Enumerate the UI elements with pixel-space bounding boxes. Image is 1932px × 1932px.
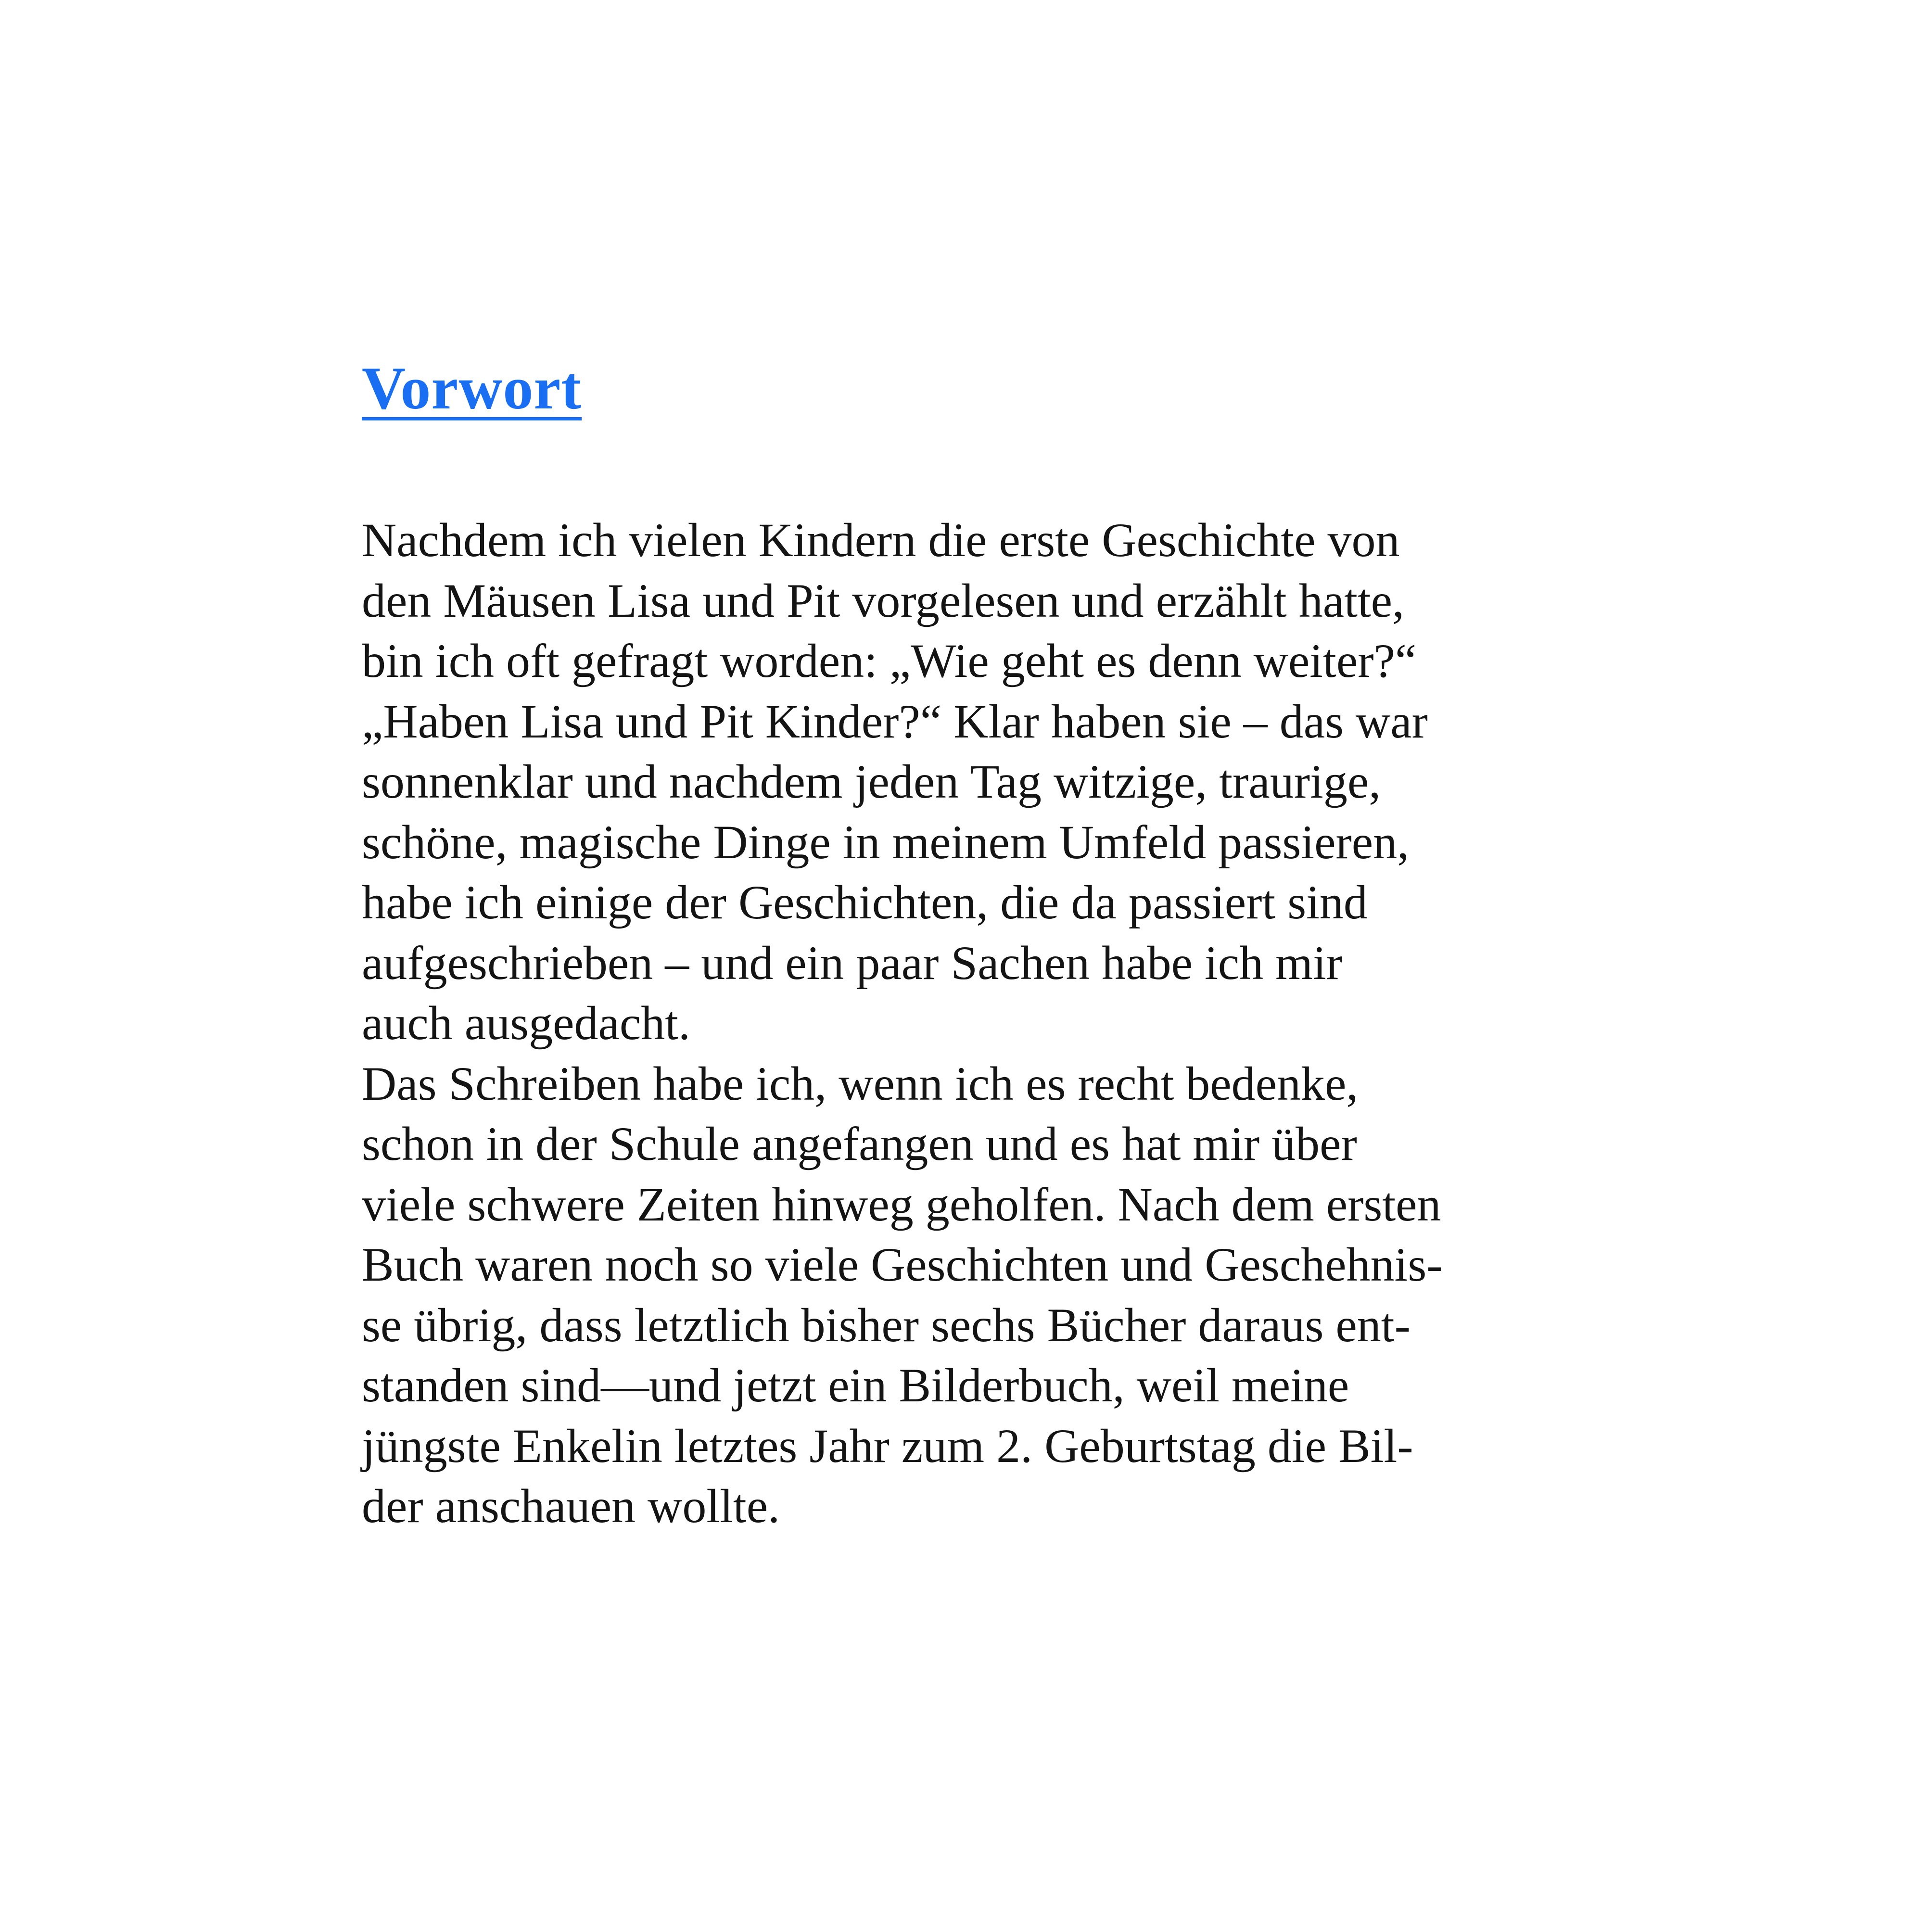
text-line: viele schwere Zeiten hinweg geholfen. Nach dem ersten (362, 1177, 1441, 1231)
text-line: den Mäusen Lisa und Pit vorgelesen und erzählt hatte, (362, 573, 1405, 627)
text-line: auch ausgedacht. (362, 996, 691, 1050)
text-line: schon in der Schule angefangen und es hat mir über (362, 1117, 1357, 1170)
text-line: habe ich einige der Geschichten, die da passiert sind (362, 876, 1368, 929)
text-line: Buch waren noch so viele Geschichten und Geschehnis- (362, 1238, 1443, 1291)
text-line: Nachdem ich vielen Kindern die erste Geschichte von (362, 513, 1400, 567)
text-line: aufgeschrieben – und ein paar Sachen habe ich mir (362, 936, 1343, 990)
text-line: der anschauen wollte. (362, 1479, 780, 1533)
text-line: „Haben Lisa und Pit Kinder?“ Klar haben sie – das war (362, 694, 1428, 748)
text-line: schöne, magische Dinge in meinem Umfeld passieren, (362, 815, 1410, 869)
text-line: jüngste Enkelin letztes Jahr zum 2. Geburtstag die Bil- (362, 1419, 1413, 1473)
text-line: standen sind—und jetzt ein Bilderbuch, weil meine (362, 1359, 1349, 1412)
body-text (362, 510, 1805, 1537)
text-line: bin ich oft gefragt worden: „Wie geht es denn weiter?“ (362, 634, 1417, 687)
text-line: Das Schreiben habe ich, wenn ich es recht bedenke, (362, 1056, 1359, 1110)
text-line: se übrig, dass letztlich bisher sechs Bücher daraus ent- (362, 1298, 1411, 1352)
page-title-link[interactable]: Vorwort (362, 355, 582, 422)
text-line: sonnenklar und nachdem jeden Tag witzige, traurige, (362, 755, 1381, 808)
